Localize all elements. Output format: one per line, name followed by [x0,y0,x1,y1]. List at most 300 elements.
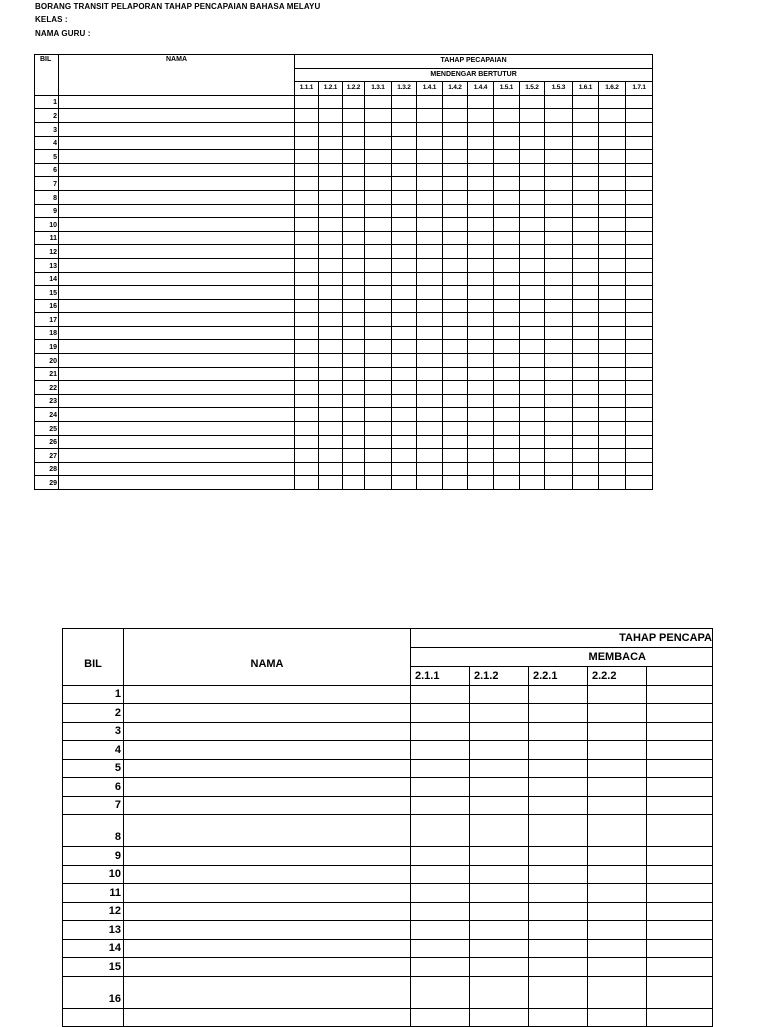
score-cell[interactable] [343,258,365,272]
score-cell[interactable] [494,367,520,381]
score-cell[interactable] [573,258,599,272]
score-cell[interactable] [392,218,417,232]
score-cell[interactable] [417,367,443,381]
score-cell[interactable] [647,976,713,1008]
score-cell[interactable] [295,109,319,123]
score-cell[interactable] [365,326,392,340]
score-cell[interactable] [494,245,520,259]
score-cell[interactable] [529,921,588,940]
score-cell[interactable] [343,326,365,340]
score-cell[interactable] [647,865,713,884]
score-cell[interactable] [626,476,653,490]
score-cell[interactable] [626,286,653,300]
score-cell[interactable] [319,299,343,313]
score-cell[interactable] [520,272,545,286]
score-cell[interactable] [494,394,520,408]
score-cell[interactable] [545,449,573,463]
score-cell[interactable] [494,354,520,368]
score-cell[interactable] [365,381,392,395]
score-cell[interactable] [529,1008,588,1027]
score-cell[interactable] [468,435,494,449]
score-cell[interactable] [545,462,573,476]
score-cell[interactable] [520,367,545,381]
score-cell[interactable] [494,408,520,422]
score-cell[interactable] [319,394,343,408]
score-cell[interactable] [529,704,588,723]
score-cell[interactable] [545,354,573,368]
score-cell[interactable] [365,286,392,300]
score-cell[interactable] [417,190,443,204]
nama-cell[interactable] [124,815,411,847]
score-cell[interactable] [520,177,545,191]
score-cell[interactable] [545,190,573,204]
nama-cell[interactable] [124,976,411,1008]
nama-cell[interactable] [124,722,411,741]
score-cell[interactable] [295,326,319,340]
score-cell[interactable] [392,163,417,177]
score-cell[interactable] [343,476,365,490]
nama-cell[interactable] [59,381,295,395]
score-cell[interactable] [573,313,599,327]
score-cell[interactable] [470,685,529,704]
score-cell[interactable] [470,958,529,977]
score-cell[interactable] [417,394,443,408]
score-cell[interactable] [470,902,529,921]
score-cell[interactable] [626,394,653,408]
score-cell[interactable] [295,394,319,408]
score-cell[interactable] [626,218,653,232]
score-cell[interactable] [545,204,573,218]
score-cell[interactable] [647,815,713,847]
score-cell[interactable] [588,685,647,704]
score-cell[interactable] [365,245,392,259]
score-cell[interactable] [417,435,443,449]
score-cell[interactable] [343,190,365,204]
score-cell[interactable] [573,408,599,422]
score-cell[interactable] [599,367,626,381]
nama-cell[interactable] [124,865,411,884]
score-cell[interactable] [626,231,653,245]
score-cell[interactable] [573,190,599,204]
score-cell[interactable] [411,722,470,741]
score-cell[interactable] [599,177,626,191]
score-cell[interactable] [599,313,626,327]
nama-cell[interactable] [124,741,411,760]
score-cell[interactable] [443,449,468,463]
score-cell[interactable] [573,476,599,490]
score-cell[interactable] [494,286,520,300]
score-cell[interactable] [411,865,470,884]
score-cell[interactable] [295,381,319,395]
score-cell[interactable] [443,326,468,340]
score-cell[interactable] [599,272,626,286]
score-cell[interactable] [545,163,573,177]
score-cell[interactable] [545,381,573,395]
score-cell[interactable] [545,109,573,123]
score-cell[interactable] [443,190,468,204]
score-cell[interactable] [647,685,713,704]
score-cell[interactable] [365,218,392,232]
nama-cell[interactable] [59,476,295,490]
score-cell[interactable] [295,272,319,286]
score-cell[interactable] [343,462,365,476]
score-cell[interactable] [443,122,468,136]
nama-cell[interactable] [59,177,295,191]
score-cell[interactable] [626,340,653,354]
score-cell[interactable] [365,313,392,327]
score-cell[interactable] [319,340,343,354]
score-cell[interactable] [599,190,626,204]
nama-cell[interactable] [124,884,411,903]
score-cell[interactable] [365,299,392,313]
score-cell[interactable] [468,272,494,286]
score-cell[interactable] [443,272,468,286]
nama-cell[interactable] [124,685,411,704]
score-cell[interactable] [295,354,319,368]
score-cell[interactable] [468,136,494,150]
score-cell[interactable] [468,476,494,490]
score-cell[interactable] [319,218,343,232]
score-cell[interactable] [343,177,365,191]
score-cell[interactable] [319,408,343,422]
score-cell[interactable] [468,394,494,408]
score-cell[interactable] [392,367,417,381]
score-cell[interactable] [599,462,626,476]
score-cell[interactable] [365,462,392,476]
score-cell[interactable] [599,408,626,422]
score-cell[interactable] [626,326,653,340]
score-cell[interactable] [295,231,319,245]
score-cell[interactable] [573,272,599,286]
score-cell[interactable] [626,462,653,476]
score-cell[interactable] [295,435,319,449]
score-cell[interactable] [494,422,520,436]
nama-cell[interactable] [59,299,295,313]
score-cell[interactable] [626,422,653,436]
score-cell[interactable] [520,340,545,354]
score-cell[interactable] [470,976,529,1008]
score-cell[interactable] [647,958,713,977]
score-cell[interactable] [494,435,520,449]
score-cell[interactable] [520,204,545,218]
score-cell[interactable] [599,136,626,150]
nama-cell[interactable] [59,122,295,136]
score-cell[interactable] [529,685,588,704]
score-cell[interactable] [647,902,713,921]
score-cell[interactable] [443,245,468,259]
score-cell[interactable] [599,245,626,259]
nama-cell[interactable] [59,408,295,422]
nama-cell[interactable] [59,150,295,164]
score-cell[interactable] [573,231,599,245]
score-cell[interactable] [343,204,365,218]
score-cell[interactable] [470,939,529,958]
nama-cell[interactable] [59,190,295,204]
score-cell[interactable] [588,884,647,903]
score-cell[interactable] [647,921,713,940]
score-cell[interactable] [124,1008,411,1027]
score-cell[interactable] [647,1008,713,1027]
score-cell[interactable] [392,177,417,191]
score-cell[interactable] [599,354,626,368]
score-cell[interactable] [468,286,494,300]
score-cell[interactable] [588,759,647,778]
score-cell[interactable] [470,921,529,940]
score-cell[interactable] [573,286,599,300]
score-cell[interactable] [392,136,417,150]
score-cell[interactable] [295,422,319,436]
score-cell[interactable] [392,340,417,354]
score-cell[interactable] [520,109,545,123]
score-cell[interactable] [295,408,319,422]
score-cell[interactable] [417,95,443,109]
score-cell[interactable] [520,354,545,368]
score-cell[interactable] [599,449,626,463]
score-cell[interactable] [319,177,343,191]
score-cell[interactable] [588,778,647,797]
score-cell[interactable] [295,150,319,164]
score-cell[interactable] [343,136,365,150]
score-cell[interactable] [520,326,545,340]
score-cell[interactable] [417,381,443,395]
score-cell[interactable] [392,449,417,463]
nama-cell[interactable] [59,95,295,109]
score-cell[interactable] [520,408,545,422]
score-cell[interactable] [494,258,520,272]
score-cell[interactable] [494,313,520,327]
score-cell[interactable] [494,299,520,313]
score-cell[interactable] [599,326,626,340]
score-cell[interactable] [417,326,443,340]
score-cell[interactable] [343,422,365,436]
score-cell[interactable] [599,286,626,300]
score-cell[interactable] [468,299,494,313]
score-cell[interactable] [520,163,545,177]
score-cell[interactable] [365,435,392,449]
score-cell[interactable] [343,95,365,109]
score-cell[interactable] [417,422,443,436]
score-cell[interactable] [599,204,626,218]
nama-cell[interactable] [59,218,295,232]
score-cell[interactable] [588,704,647,723]
score-cell[interactable] [343,272,365,286]
score-cell[interactable] [443,381,468,395]
score-cell[interactable] [494,272,520,286]
score-cell[interactable] [520,422,545,436]
score-cell[interactable] [626,435,653,449]
score-cell[interactable] [520,286,545,300]
score-cell[interactable] [417,245,443,259]
score-cell[interactable] [626,313,653,327]
score-cell[interactable] [365,150,392,164]
score-cell[interactable] [573,367,599,381]
score-cell[interactable] [295,245,319,259]
score-cell[interactable] [343,299,365,313]
score-cell[interactable] [468,177,494,191]
score-cell[interactable] [494,150,520,164]
score-cell[interactable] [468,381,494,395]
score-cell[interactable] [443,476,468,490]
nama-cell[interactable] [124,902,411,921]
score-cell[interactable] [319,354,343,368]
score-cell[interactable] [443,422,468,436]
score-cell[interactable] [411,939,470,958]
score-cell[interactable] [365,109,392,123]
score-cell[interactable] [443,109,468,123]
score-cell[interactable] [365,231,392,245]
score-cell[interactable] [319,122,343,136]
nama-cell[interactable] [124,847,411,866]
score-cell[interactable] [468,258,494,272]
score-cell[interactable] [468,367,494,381]
score-cell[interactable] [573,218,599,232]
score-cell[interactable] [599,394,626,408]
score-cell[interactable] [468,313,494,327]
score-cell[interactable] [365,367,392,381]
score-cell[interactable] [520,449,545,463]
score-cell[interactable] [417,286,443,300]
score-cell[interactable] [417,163,443,177]
score-cell[interactable] [417,231,443,245]
score-cell[interactable] [529,884,588,903]
score-cell[interactable] [343,340,365,354]
score-cell[interactable] [626,381,653,395]
score-cell[interactable] [470,1008,529,1027]
score-cell[interactable] [417,354,443,368]
score-cell[interactable] [443,435,468,449]
score-cell[interactable] [470,884,529,903]
score-cell[interactable] [529,741,588,760]
score-cell[interactable] [494,462,520,476]
score-cell[interactable] [647,847,713,866]
score-cell[interactable] [417,204,443,218]
score-cell[interactable] [647,796,713,815]
score-cell[interactable] [626,122,653,136]
score-cell[interactable] [417,340,443,354]
score-cell[interactable] [588,902,647,921]
score-cell[interactable] [343,381,365,395]
score-cell[interactable] [520,394,545,408]
score-cell[interactable] [626,258,653,272]
score-cell[interactable] [545,136,573,150]
score-cell[interactable] [443,231,468,245]
score-cell[interactable] [443,163,468,177]
score-cell[interactable] [520,150,545,164]
score-cell[interactable] [295,204,319,218]
score-cell[interactable] [545,422,573,436]
score-cell[interactable] [545,435,573,449]
score-cell[interactable] [470,796,529,815]
score-cell[interactable] [468,109,494,123]
nama-cell[interactable] [59,204,295,218]
nama-cell[interactable] [59,435,295,449]
score-cell[interactable] [392,394,417,408]
score-cell[interactable] [365,272,392,286]
score-cell[interactable] [545,95,573,109]
score-cell[interactable] [573,435,599,449]
score-cell[interactable] [411,759,470,778]
score-cell[interactable] [392,422,417,436]
score-cell[interactable] [343,313,365,327]
score-cell[interactable] [545,231,573,245]
score-cell[interactable] [520,122,545,136]
score-cell[interactable] [343,286,365,300]
score-cell[interactable] [295,367,319,381]
score-cell[interactable] [520,435,545,449]
score-cell[interactable] [468,449,494,463]
score-cell[interactable] [319,150,343,164]
score-cell[interactable] [626,177,653,191]
nama-cell[interactable] [124,704,411,723]
score-cell[interactable] [392,313,417,327]
score-cell[interactable] [319,245,343,259]
score-cell[interactable] [443,218,468,232]
score-cell[interactable] [588,722,647,741]
score-cell[interactable] [470,778,529,797]
score-cell[interactable] [392,476,417,490]
score-cell[interactable] [365,354,392,368]
score-cell[interactable] [573,177,599,191]
score-cell[interactable] [392,231,417,245]
score-cell[interactable] [545,394,573,408]
score-cell[interactable] [599,150,626,164]
score-cell[interactable] [295,218,319,232]
score-cell[interactable] [417,272,443,286]
score-cell[interactable] [295,136,319,150]
score-cell[interactable] [529,865,588,884]
score-cell[interactable] [319,462,343,476]
score-cell[interactable] [545,272,573,286]
score-cell[interactable] [295,163,319,177]
score-cell[interactable] [647,722,713,741]
score-cell[interactable] [365,449,392,463]
score-cell[interactable] [520,476,545,490]
score-cell[interactable] [494,326,520,340]
score-cell[interactable] [365,340,392,354]
score-cell[interactable] [599,340,626,354]
score-cell[interactable] [443,367,468,381]
score-cell[interactable] [295,95,319,109]
score-cell[interactable] [392,150,417,164]
score-cell[interactable] [529,939,588,958]
score-cell[interactable] [443,204,468,218]
score-cell[interactable] [319,449,343,463]
score-cell[interactable] [343,435,365,449]
score-cell[interactable] [529,976,588,1008]
score-cell[interactable] [494,218,520,232]
score-cell[interactable] [319,136,343,150]
score-cell[interactable] [411,741,470,760]
score-cell[interactable] [573,326,599,340]
nama-cell[interactable] [59,231,295,245]
nama-cell[interactable] [124,778,411,797]
score-cell[interactable] [529,902,588,921]
score-cell[interactable] [599,231,626,245]
score-cell[interactable] [443,95,468,109]
score-cell[interactable] [470,704,529,723]
score-cell[interactable] [365,476,392,490]
score-cell[interactable] [599,299,626,313]
score-cell[interactable] [343,163,365,177]
score-cell[interactable] [626,245,653,259]
nama-cell[interactable] [59,394,295,408]
score-cell[interactable] [520,231,545,245]
score-cell[interactable] [494,449,520,463]
score-cell[interactable] [494,231,520,245]
score-cell[interactable] [365,408,392,422]
score-cell[interactable] [494,177,520,191]
score-cell[interactable] [411,704,470,723]
